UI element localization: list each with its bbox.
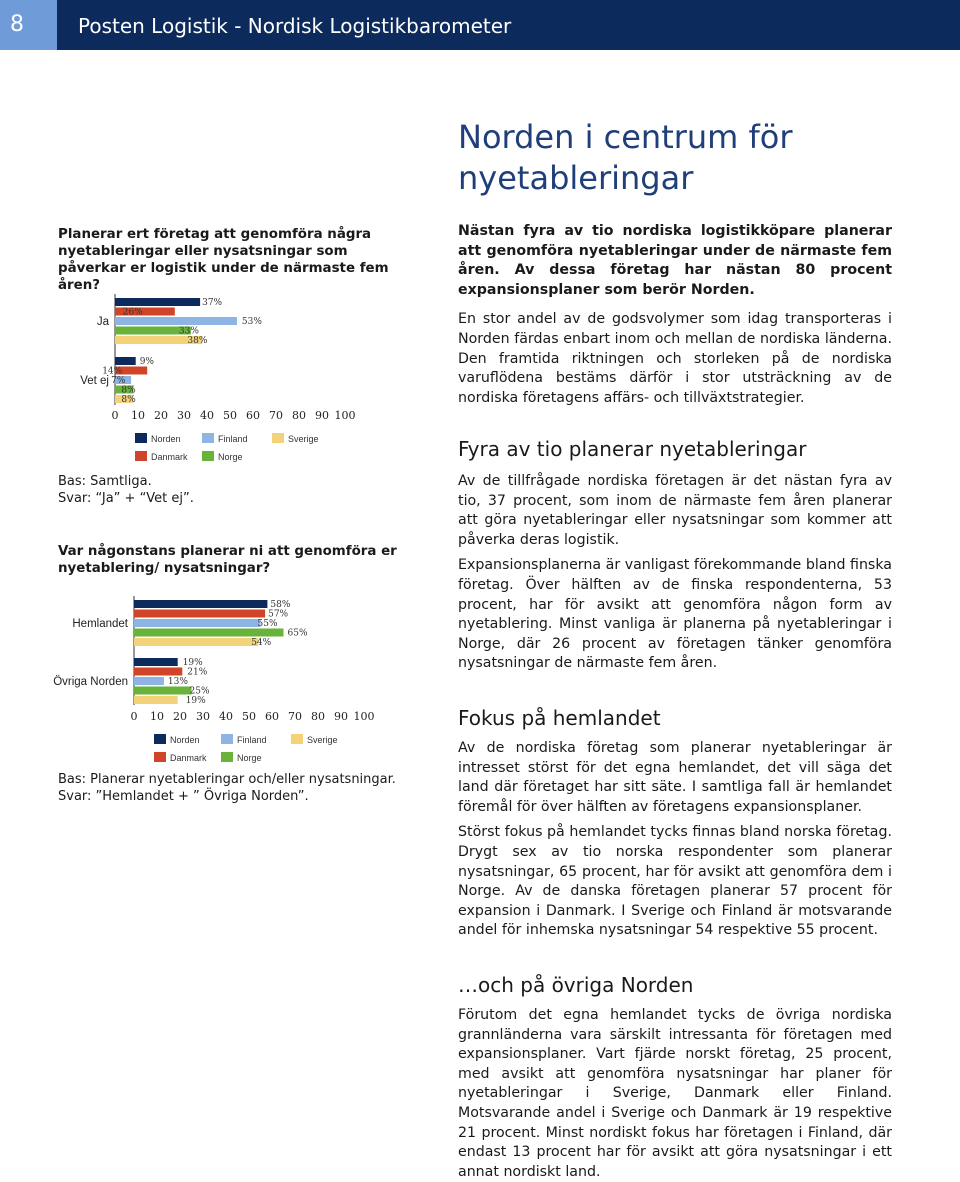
x-tick-label: 0	[111, 409, 119, 422]
legend-swatch-sverige	[291, 734, 303, 744]
data-label: 8%	[121, 385, 136, 396]
legend-label: Danmark	[151, 452, 188, 462]
chart-2-base-note: Bas: Planerar nyetableringar och/eller nysatsningar.	[58, 772, 396, 787]
data-label: 65%	[287, 628, 308, 639]
section-heading-2: Fokus på hemlandet	[458, 706, 661, 730]
legend-swatch-danmark	[135, 451, 147, 461]
bar-norden	[134, 658, 178, 666]
page-title: Norden i centrum för nyetableringar	[458, 118, 793, 197]
data-label: 55%	[257, 619, 278, 629]
x-tick-label: 60	[246, 409, 260, 422]
chart-2-question: Var någonstans planerar ni att genomföra er nyetablering/ nysatsningar?	[58, 544, 397, 576]
intro-block	[458, 222, 892, 408]
chart-1-base-note: Bas: Samtliga.	[58, 474, 152, 489]
bar-norge	[134, 629, 284, 637]
chart-2	[50, 592, 450, 772]
x-tick-label: 0	[130, 710, 138, 723]
x-tick-label: 100	[334, 409, 356, 422]
category-label: Hemlandet	[72, 617, 128, 630]
page-header	[0, 0, 960, 50]
data-label: 53%	[241, 317, 262, 327]
legend-swatch-danmark	[154, 752, 166, 762]
section-2-paragraph-1: Av de nordiska företag som planerar nyetableringar är intresset störst för det egna hemlandet, det vill säga det land där företaget har sitt säte. I samtliga fall är hemlandet föremål för över hälften av företagens expansionsplaner.	[458, 740, 892, 815]
category-label: Övriga Norden	[53, 675, 128, 688]
legend-swatch-norge	[221, 752, 233, 762]
bar-finland	[134, 677, 164, 685]
lead-paragraph: Nästan fyra av tio nordiska logistikköpare planerar att genomföra nyetableringar under de närmaste fem åren. Av dessa företag har nästan 80 procent expansionsplaner som berör Norden.	[458, 223, 892, 298]
chart-1	[50, 290, 450, 470]
legend-label: Sverige	[288, 434, 319, 444]
bar-norden	[115, 357, 136, 365]
data-label: 38%	[187, 336, 208, 346]
bar-finland	[115, 317, 237, 325]
chart-2-answer-note: Svar: ”Hemlandet + ” Övriga Norden”.	[58, 788, 309, 804]
x-tick-label: 90	[315, 409, 329, 422]
x-tick-label: 50	[242, 710, 256, 723]
x-tick-label: 70	[288, 710, 302, 723]
category-label: Ja	[96, 315, 109, 328]
bar-finland	[134, 619, 261, 627]
section-heading-3: …och på övriga Norden	[458, 973, 694, 997]
x-tick-label: 70	[269, 409, 283, 422]
data-label: 58%	[270, 600, 291, 610]
x-tick-label: 20	[173, 710, 187, 723]
intro-paragraph: En stor andel av de godsvolymer som idag transporteras i Norden färdas enbart inom och mellan de nordiska länderna. Den framtida riktningen och storleken på de nordiska varuflödena bestäms därför i stor utsträckning av de nordiska företagens affärs- och tillväxtstrategier.	[458, 311, 892, 406]
legend-swatch-sverige	[272, 433, 284, 443]
legend-label: Norge	[237, 753, 262, 763]
data-label: 54%	[251, 638, 272, 648]
legend-label: Norden	[151, 434, 181, 444]
bar-sverige	[134, 696, 178, 704]
bar-danmark	[134, 610, 265, 618]
legend-label: Finland	[218, 434, 248, 444]
data-label: 21%	[187, 667, 208, 678]
section-heading-1: Fyra av tio planerar nyetableringar	[458, 437, 807, 461]
section-2-paragraph-2: Störst fokus på hemlandet tycks finnas bland norska företag. Drygt sex av tio norska respondenter som planerar nysatsningar, 65 procent, har för avsikt att genomföra dem i Norge. Av de danska företagen planerar 57 procent för expansion i Danmark. I Sverige och Finland är motsvarande andel för inhemska nysatsningar 54 respektive 55 procent.	[458, 824, 892, 939]
legend-label: Danmark	[170, 753, 207, 763]
x-tick-label: 30	[196, 710, 210, 723]
x-tick-label: 40	[200, 409, 214, 422]
legend-swatch-finland	[202, 433, 214, 443]
x-tick-label: 30	[177, 409, 191, 422]
legend-label: Norden	[170, 735, 200, 745]
chart-1-note	[58, 474, 194, 507]
x-tick-label: 80	[292, 409, 306, 422]
data-label: 57%	[268, 609, 289, 620]
data-label: 26%	[122, 307, 143, 318]
x-tick-label: 50	[223, 409, 237, 422]
category-label: Vet ej	[80, 374, 109, 387]
bar-norge	[134, 687, 192, 695]
legend-label: Finland	[237, 735, 267, 745]
section-2-body	[458, 739, 892, 941]
legend-swatch-finland	[221, 734, 233, 744]
x-tick-label: 20	[154, 409, 168, 422]
bar-danmark	[134, 668, 182, 676]
legend-swatch-norden	[135, 433, 147, 443]
data-label: 19%	[182, 658, 203, 668]
x-tick-label: 80	[311, 710, 325, 723]
bar-norden	[115, 298, 200, 306]
section-3-body	[458, 1006, 892, 1182]
header-title: Posten Logistik - Nordisk Logistikbarometer	[78, 14, 512, 38]
bar-norden	[134, 600, 267, 608]
legend-label: Norge	[218, 452, 243, 462]
data-label: 19%	[185, 696, 206, 706]
chart-1-answer-note: Svar: “Ja” + “Vet ej”.	[58, 490, 194, 506]
data-label: 25%	[189, 686, 210, 697]
section-1-body	[458, 472, 892, 674]
legend-swatch-norden	[154, 734, 166, 744]
data-label: 37%	[202, 298, 223, 308]
section-1-paragraph-1: Av de tillfrågade nordiska företagen är det nästan fyra av tio, 37 procent, som inom de närmaste fem åren planerar att göra nyetableringar eller nysatsningar som kommer att påverka deras logistik.	[458, 473, 892, 548]
data-label: 14%	[102, 366, 123, 377]
x-tick-label: 100	[353, 710, 375, 723]
x-tick-label: 40	[219, 710, 233, 723]
chart-1-question: Planerar ert företag att genomföra några nyetableringar eller nysatsningar som påverkar er logistik under de närmaste fem åren?	[58, 227, 389, 293]
x-tick-label: 10	[150, 710, 164, 723]
data-label: 8%	[121, 395, 136, 405]
x-tick-label: 90	[334, 710, 348, 723]
section-3-paragraph-1: Förutom det egna hemlandet tycks de övriga nordiska grannländerna vara särskilt intressanta för företagen med expansionsplaner. Vart fjärde norskt företag, 25 procent, med avsikt att genomföra nysatsningar har planer för nyetableringar i Sverige, Danmark eller Finland. Motsvarande andel i Sverige och Danmark är 19 respektive 21 procent. Minst nordiskt fokus har företagen i Finland, där endast 13 procent har för avsikt att göra nysatsningar i ett annat nordiskt land.	[458, 1007, 892, 1180]
data-label: 33%	[178, 326, 199, 337]
data-label: 7%	[111, 376, 126, 386]
data-label: 13%	[167, 677, 188, 687]
page-number: 8	[0, 0, 57, 50]
x-tick-label: 60	[265, 710, 279, 723]
bar-sverige	[134, 638, 258, 646]
chart-2-note	[58, 772, 396, 805]
data-label: 9%	[139, 357, 154, 367]
section-1-paragraph-2: Expansionsplanerna är vanligast förekommande bland finska företag. Över hälften av de finska respondenterna, 53 procent, har för avsikt att genomföra någon form av nyetablering. Minst vanliga är planerna på nyetableringar i Norge, där 26 procent av företagen tänker genomföra nysatsningar de närmaste fem åren.	[458, 557, 892, 672]
x-tick-label: 10	[131, 409, 145, 422]
legend-swatch-norge	[202, 451, 214, 461]
legend-label: Sverige	[307, 735, 338, 745]
